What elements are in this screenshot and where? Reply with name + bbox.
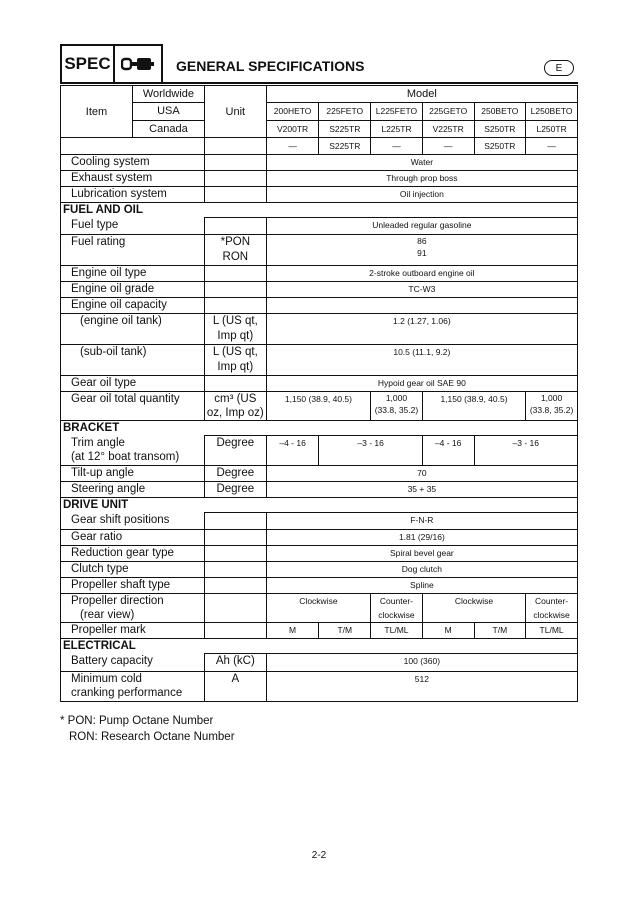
row-value: –3 - 16 (474, 436, 578, 466)
row-value: Clockwise (266, 594, 370, 623)
page-title: GENERAL SPECIFICATIONS (176, 58, 365, 74)
footnote-line: RON: Research Octane Number (69, 731, 235, 743)
model-cell: V225TR (422, 121, 474, 138)
unit-cell: Ah (kC) (204, 654, 266, 672)
unit-cell: Degree (204, 466, 266, 482)
row-label: Trim angle (at 12° boat transom) (61, 436, 205, 466)
row-value: 86 91 (266, 235, 577, 266)
row-label: Gear oil type (61, 376, 205, 392)
row-value: 100 (360) (266, 654, 577, 672)
model-header: Model (266, 86, 577, 103)
row-label: Steering angle (61, 482, 205, 498)
row-value: 1,000 (33.8, 35.2) (526, 392, 578, 421)
section-fuel-and-oil: FUEL AND OIL (61, 203, 578, 218)
row-value: 512 (266, 672, 577, 702)
row-value: M (266, 623, 319, 639)
footnote-line: * PON: Pump Octane Number (60, 715, 214, 727)
row-label: Fuel rating (61, 235, 205, 266)
row-value: 1,000 (33.8, 35.2) (371, 392, 423, 421)
row-value: 2-stroke outboard engine oil (266, 266, 577, 282)
model-cell: S225TR (319, 121, 371, 138)
model-cell: L250TR (526, 121, 578, 138)
model-cell: 225GETO (422, 103, 474, 121)
header-rule (60, 82, 578, 84)
row-value: Water (266, 155, 577, 171)
model-cell: 200HETO (266, 103, 319, 121)
row-label: Propeller direction (rear view) (61, 594, 205, 623)
unit-header: Unit (204, 86, 266, 138)
market-canada: Canada (132, 121, 204, 138)
row-value: Counter- clockwise (526, 594, 578, 623)
section-electrical: ELECTRICAL (61, 639, 578, 654)
row-value: 1,150 (38.9, 40.5) (266, 392, 370, 421)
row-label: Lubrication system (61, 187, 205, 203)
row-value: T/M (474, 623, 526, 639)
row-value: 10.5 (11.1, 9.2) (266, 345, 577, 376)
row-label: Clutch type (61, 562, 205, 578)
item-header: Item (61, 86, 133, 138)
unit-cell: Degree (204, 436, 266, 466)
unit-cell: *PON RON (204, 235, 266, 266)
model-cell: L225FETO (371, 103, 423, 121)
row-value: –4 - 16 (422, 436, 474, 466)
row-label: Gear shift positions (61, 513, 205, 530)
row-value: TL/ML (526, 623, 578, 639)
model-cell: V200TR (266, 121, 319, 138)
row-label: Engine oil type (61, 266, 205, 282)
row-label: Gear ratio (61, 530, 205, 546)
model-cell: S225TR (319, 138, 371, 155)
model-cell: 250BETO (474, 103, 526, 121)
outboard-motor-icon (113, 44, 163, 84)
model-cell: — (266, 138, 319, 155)
model-cell: — (371, 138, 423, 155)
row-value: –3 - 16 (319, 436, 422, 466)
row-label: Cooling system (61, 155, 205, 171)
unit-cell: Degree (204, 482, 266, 498)
row-value: TL/ML (371, 623, 423, 639)
page-number: 2-2 (311, 850, 327, 861)
footnote (60, 713, 235, 745)
spec-label: SPEC (64, 54, 111, 73)
model-cell: L250BETO (526, 103, 578, 121)
row-label: Exhaust system (61, 171, 205, 187)
row-label: Engine oil capacity (61, 298, 205, 314)
spec-label-box (60, 44, 115, 84)
row-value: Through prop boss (266, 171, 577, 187)
row-label: Propeller mark (61, 623, 205, 639)
row-label: Fuel type (61, 218, 205, 235)
row-value: F-N-R (266, 513, 577, 530)
row-label: Minimum cold cranking performance (61, 672, 205, 702)
row-value: Unleaded regular gasoline (266, 218, 577, 235)
model-cell: S250TR (474, 138, 526, 155)
row-value: Counter- clockwise (371, 594, 423, 623)
row-value: TC-W3 (266, 282, 577, 298)
market-usa: USA (132, 103, 204, 121)
model-cell: S250TR (474, 121, 526, 138)
market-worldwide: Worldwide (132, 86, 204, 103)
unit-cell: L (US qt, Imp qt) (204, 345, 266, 376)
row-label: Gear oil total quantity (61, 392, 205, 421)
row-label: Engine oil grade (61, 282, 205, 298)
language-badge: E (544, 60, 574, 76)
row-value: Dog clutch (266, 562, 577, 578)
row-value: 1,150 (38.9, 40.5) (422, 392, 525, 421)
unit-cell: A (204, 672, 266, 702)
row-value: 70 (266, 466, 577, 482)
outboard-motor-icon-glyph (121, 56, 155, 72)
row-label: (sub-oil tank) (61, 345, 205, 376)
spec-table (60, 85, 578, 702)
row-label: Propeller shaft type (61, 578, 205, 594)
model-cell: 225FETO (319, 103, 371, 121)
model-cell: — (526, 138, 578, 155)
row-value: Oil injection (266, 187, 577, 203)
row-value: Hypoid gear oil SAE 90 (266, 376, 577, 392)
row-label: (engine oil tank) (61, 314, 205, 345)
row-value: Spiral bevel gear (266, 546, 577, 562)
row-label: Battery capacity (61, 654, 205, 672)
row-value: 1.2 (1.27, 1.06) (266, 314, 577, 345)
row-value: 1.81 (29/16) (266, 530, 577, 546)
row-value: Spline (266, 578, 577, 594)
row-value: M (422, 623, 474, 639)
row-value: T/M (319, 623, 371, 639)
model-cell: L225TR (371, 121, 423, 138)
row-label: Reduction gear type (61, 546, 205, 562)
unit-cell: L (US qt, Imp qt) (204, 314, 266, 345)
section-drive-unit: DRIVE UNIT (61, 498, 578, 513)
row-value: –4 - 16 (266, 436, 319, 466)
section-bracket: BRACKET (61, 421, 578, 436)
row-label: Tilt-up angle (61, 466, 205, 482)
row-value: Clockwise (422, 594, 525, 623)
model-cell: — (422, 138, 474, 155)
unit-cell: cm³ (US oz, Imp oz) (204, 392, 266, 421)
row-value: 35 + 35 (266, 482, 577, 498)
